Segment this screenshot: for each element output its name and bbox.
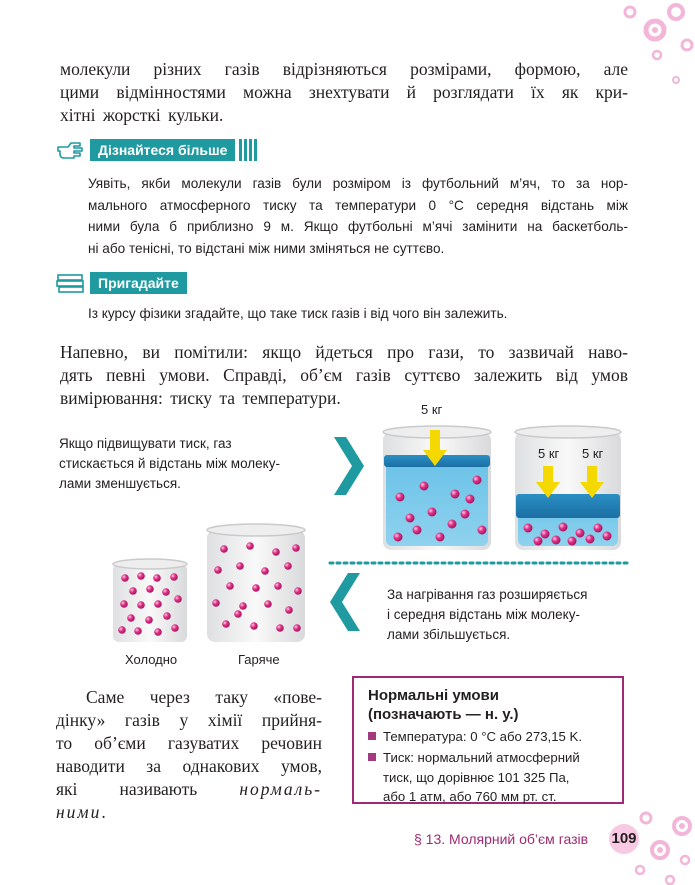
intro-line: хітні жорсткі кульки. bbox=[60, 105, 224, 125]
bottom-line: наводити за однакових умов, bbox=[56, 756, 322, 776]
remember-line: Із курсу фізики згадайте, що таке тиск газів і від чого він залежить. bbox=[88, 306, 508, 321]
pressure-caption-line: Якщо підвищувати тиск, газ bbox=[59, 436, 232, 451]
weight-label-2b: 5 кг bbox=[582, 446, 604, 461]
learn-more-line: ними була б приблизно 9 м. Якщо футбольні м’ячі замінити на баскетболь- bbox=[88, 219, 628, 234]
learn-more-line: мального атмосферного тиску та температури 0 °C середня відстань між bbox=[88, 197, 628, 213]
pressure-caption-line: лами зменшується. bbox=[59, 476, 181, 491]
normal-conditions-title-2: (позначають — н. у.) bbox=[368, 706, 519, 723]
bottom-line-with-term bbox=[56, 778, 322, 801]
page-number: 109 bbox=[609, 824, 639, 854]
learn-more-line: ні або тенісні, то відстані між ними зміняться не суттєво. bbox=[88, 240, 445, 256]
weight-label-2a: 5 кг bbox=[538, 446, 560, 461]
pressure-caption-line: стискається й відстань між молеку- bbox=[59, 456, 280, 471]
bottom-line: Саме через таку «пове- bbox=[86, 687, 322, 707]
normal-conditions-title bbox=[368, 686, 518, 724]
learn-more-line: Уявіть, якби молекули газів були розміром із футбольний м’яч, то за нор- bbox=[88, 176, 628, 191]
heat-caption bbox=[387, 585, 627, 645]
bottom-line: які називають bbox=[56, 779, 240, 799]
beaker-cold bbox=[113, 559, 187, 642]
temperature-text: Температура: 0 °C або 273,15 K. bbox=[383, 729, 583, 744]
intro-line: цими відмінностями можна знехтувати й розглядати їх як кри- bbox=[60, 82, 628, 102]
beaker-two-weights bbox=[515, 426, 621, 550]
bottom-line: дінку» газів у хімії прийня- bbox=[56, 710, 322, 730]
normal-conditions-title-1: Нормальні умови bbox=[368, 687, 499, 704]
heat-caption-line: За нагрівання газ розширяється bbox=[387, 587, 588, 602]
heat-caption-line: лами збільшується. bbox=[387, 627, 511, 642]
bottom-line-last bbox=[56, 801, 322, 824]
main-line: вимірювання: тиску та температури. bbox=[60, 388, 341, 408]
pressure-caption bbox=[59, 434, 311, 494]
beaker-hot bbox=[207, 524, 305, 642]
bullet-square-icon bbox=[368, 753, 376, 761]
main-line: дять певні умови. Справді, об’єм газів суттєво залежить від умов bbox=[60, 365, 628, 385]
pressure-text-line: Тиск: нормальний атмосферний bbox=[383, 750, 580, 765]
bottom-line: то об’єми газуватих речовин bbox=[56, 733, 322, 753]
pressure-item bbox=[368, 748, 580, 807]
chevron-right-icon bbox=[334, 437, 364, 495]
remember-label: Пригадайте bbox=[90, 272, 187, 294]
main-line: Напевно, ви помітили: якщо йдеться про гази, то зазвичай наво- bbox=[60, 342, 628, 362]
term-normal-end: ними bbox=[56, 802, 102, 822]
cold-label: Холодно bbox=[125, 652, 178, 667]
learn-more-label: Дізнайтеся більше bbox=[90, 139, 235, 161]
term-normal: нормаль- bbox=[239, 779, 322, 799]
intro-line: молекули різних газів відрізняються розмірами, формою, але bbox=[60, 59, 628, 79]
weight-label-1: 5 кг bbox=[421, 402, 443, 417]
normal-conditions-box bbox=[352, 676, 624, 804]
heat-caption-line: і середня відстань між молеку- bbox=[387, 607, 580, 622]
chevron-left-icon bbox=[330, 573, 360, 631]
bullet-square-icon bbox=[368, 732, 376, 740]
footer-section-title: § 13. Молярний об’єм газів bbox=[414, 831, 589, 847]
bottom-paragraph bbox=[56, 686, 322, 824]
hot-label: Гаряче bbox=[238, 652, 280, 667]
temperature-item bbox=[368, 727, 582, 747]
pressure-text-line: тиск, що дорівнює 101 325 Па, bbox=[383, 769, 570, 785]
beaker-one-weight bbox=[383, 426, 491, 550]
period: . bbox=[101, 802, 106, 822]
pressure-text-line: або 1 атм, або 760 мм рт. ст. bbox=[383, 789, 557, 804]
